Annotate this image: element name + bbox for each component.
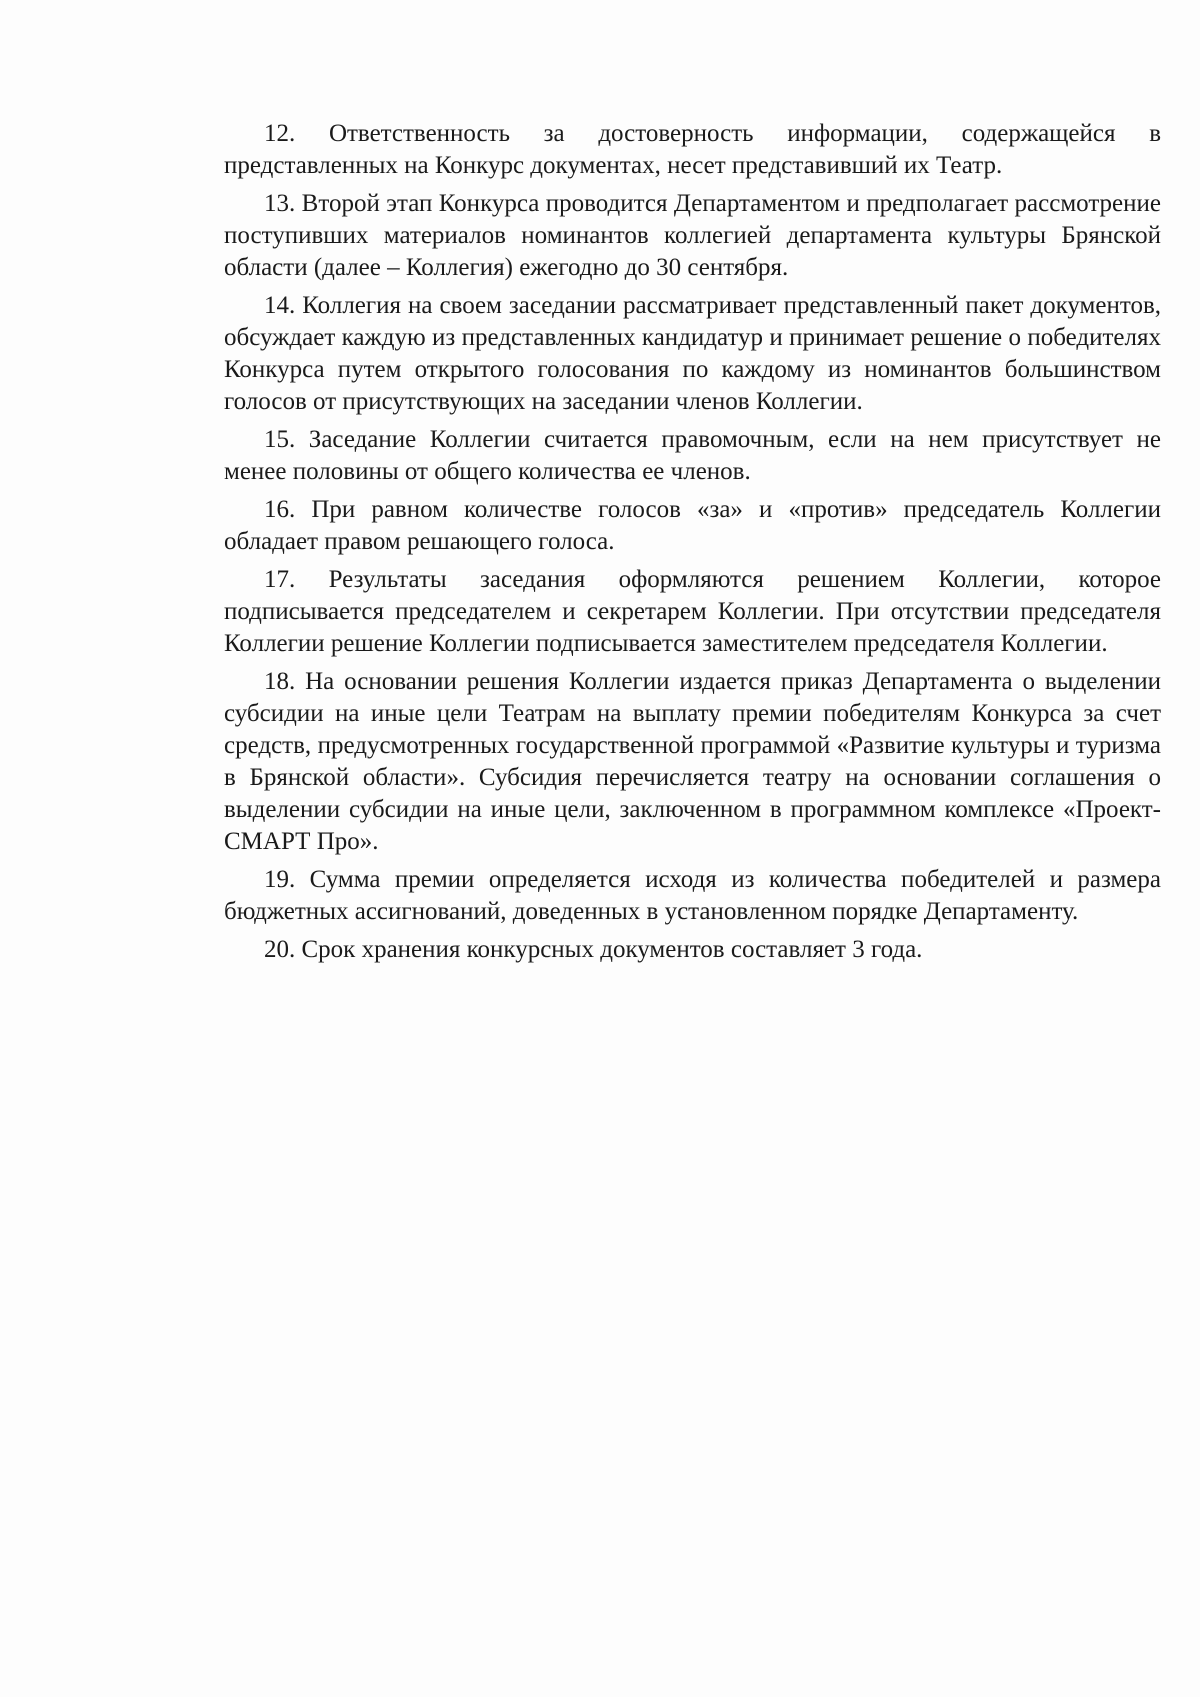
paragraph-text: При равном количестве голосов «за» и «против» председатель Коллегии обладает правом решающего голоса. — [224, 496, 1162, 555]
paragraph-text: Результаты заседания оформляются решением Коллегии, которое подписывается председателем и секретарем Коллегии. При отсутствии председателя Коллегии решение Коллегии подписывается заместителем председателя Коллегии. — [224, 566, 1162, 657]
paragraph-17 — [224, 564, 1161, 660]
paragraph-number: 18. — [264, 668, 296, 695]
paragraph-text: Срок хранения конкурсных документов составляет 3 года. — [301, 936, 923, 963]
paragraph-14 — [224, 290, 1161, 418]
paragraph-19 — [224, 864, 1161, 928]
paragraph-text: Заседание Коллегии считается правомочным, если на нем присутствует не менее половины от общего количества ее членов. — [224, 426, 1162, 485]
paragraph-13 — [224, 188, 1161, 284]
paragraph-text: Сумма премии определяется исходя из количества победителей и размера бюджетных ассигнований, доведенных в установленном порядке Департаменту. — [224, 866, 1161, 925]
paragraph-text: Коллегия на своем заседании рассматривает представленный пакет документов, обсуждает каждую из представленных кандидатур и принимает решение о победителях Конкурса путем открытого голосования по каждому из номинантов большинством голосов от присутствующих на заседании членов Коллегии. — [224, 292, 1161, 415]
paragraph-number: 16. — [264, 496, 296, 523]
paragraph-12 — [224, 118, 1161, 182]
paragraph-number: 17. — [264, 566, 296, 593]
paragraph-20 — [224, 934, 1161, 966]
paragraph-15 — [224, 424, 1161, 488]
paragraph-text: Ответственность за достоверность информации, содержащейся в представленных на Конкурс документах, несет представивший их Театр. — [224, 120, 1161, 179]
paragraph-number: 12. — [264, 120, 296, 147]
paragraph-number: 13. — [264, 190, 296, 217]
paragraph-number: 20. — [264, 936, 296, 963]
paragraph-text: Второй этап Конкурса проводится Департаментом и предполагает рассмотрение поступивших материалов номинантов коллегией департамента культуры Брянской области (далее – Коллегия) ежегодно до 30 сентября. — [224, 190, 1161, 281]
document-body — [224, 118, 1161, 972]
paragraph-18 — [224, 666, 1161, 858]
paragraph-number: 19. — [264, 866, 296, 893]
paragraph-16 — [224, 494, 1161, 558]
paragraph-text: На основании решения Коллегии издается приказ Департамента о выделении субсидии на иные цели Театрам на выплату премии победителям Конкурса за счет средств, предусмотренных государственной программой «Развитие культуры и туризма в Брянской области». Субсидия перечисляется театру на основании соглашения о выделении субсидии на иные цели, заключенном в программном комплексе «Проект-СМАРТ Про». — [224, 668, 1161, 855]
paragraph-number: 14. — [264, 292, 296, 319]
paragraph-number: 15. — [264, 426, 296, 453]
